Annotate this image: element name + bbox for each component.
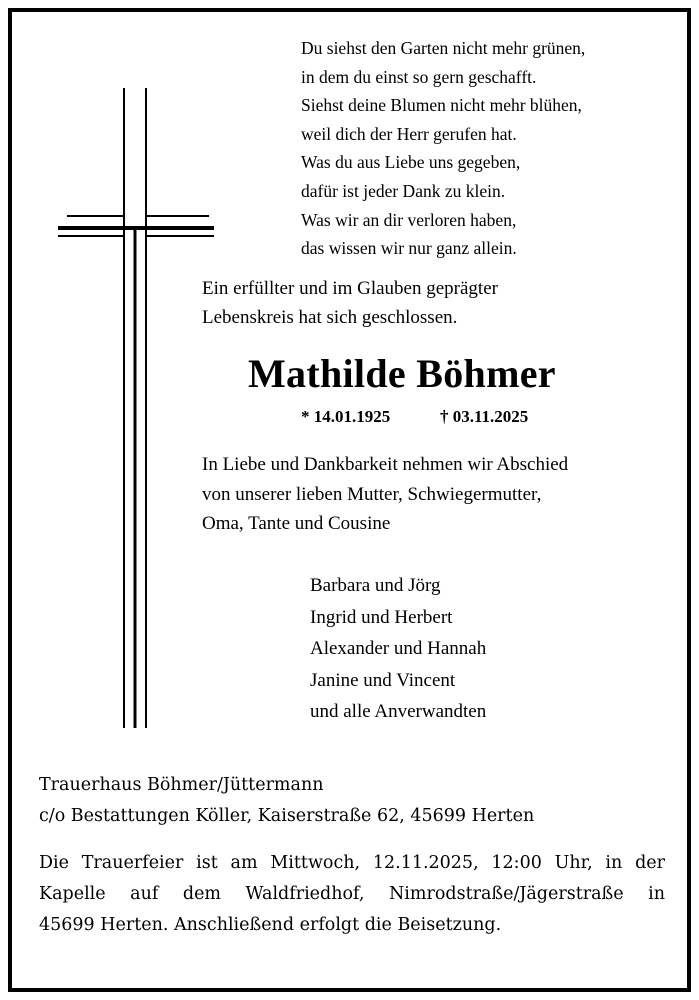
poem-line: das wissen wir nur ganz allein. <box>301 238 517 259</box>
farewell-text <box>202 450 568 539</box>
address-line: c/o Bestattungen Köller, Kaiserstraße 62, 45699 Herten <box>39 806 535 826</box>
address-block <box>39 770 534 832</box>
ceremony-info <box>39 848 665 941</box>
ceremony-line: 45699 Herten. Anschließend erfolgt die Beisetzung. <box>39 915 502 935</box>
poem-line: weil dich der Herr gerufen hat. <box>301 123 517 144</box>
farewell-line: Oma, Tante und Cousine <box>202 513 391 534</box>
ceremony-line: Kapelle auf dem Waldfriedhof, Nimrodstraße/Jägerstraße in <box>39 884 665 904</box>
family-member: und alle Anverwandten <box>310 701 487 722</box>
poem-line: dafür ist jeder Dank zu klein. <box>301 180 506 201</box>
intro-line: Ein erfüllter und im Glauben geprägter <box>202 278 498 299</box>
poem-line: Was du aus Liebe uns gegeben, <box>301 152 521 173</box>
family-list <box>310 570 486 728</box>
poem-line: Siehst deine Blumen nicht mehr blühen, <box>301 95 582 116</box>
birth-date: * 14.01.1925 <box>301 407 391 426</box>
poem-line: Was wir an dir verloren haben, <box>301 209 517 230</box>
poem-line: Du siehst den Garten nicht mehr grünen, <box>301 38 586 58</box>
intro-text <box>202 274 498 332</box>
cross-icon <box>58 88 218 728</box>
farewell-line: von unserer lieben Mutter, Schwiegermutter, <box>202 483 542 505</box>
poem <box>301 34 585 263</box>
farewell-line: In Liebe und Dankbarkeit nehmen wir Abschied <box>202 454 569 475</box>
deceased-name: Mathilde Böhmer <box>248 351 556 396</box>
death-date: † 03.11.2025 <box>440 407 529 426</box>
family-member: Ingrid und Herbert <box>310 606 453 628</box>
address-line: Trauerhaus Böhmer/Jüttermann <box>39 775 324 795</box>
family-member: Janine und Vincent <box>310 669 456 691</box>
poem-line: in dem du einst so gern geschafft. <box>301 66 537 87</box>
intro-line: Lebenskreis hat sich geschlossen. <box>202 307 458 328</box>
family-member: Barbara und Jörg <box>310 575 441 596</box>
family-member: Alexander und Hannah <box>310 638 487 659</box>
ceremony-line: Die Trauerfeier ist am Mittwoch, 12.11.2025, 12:00 Uhr, in der <box>39 853 665 873</box>
